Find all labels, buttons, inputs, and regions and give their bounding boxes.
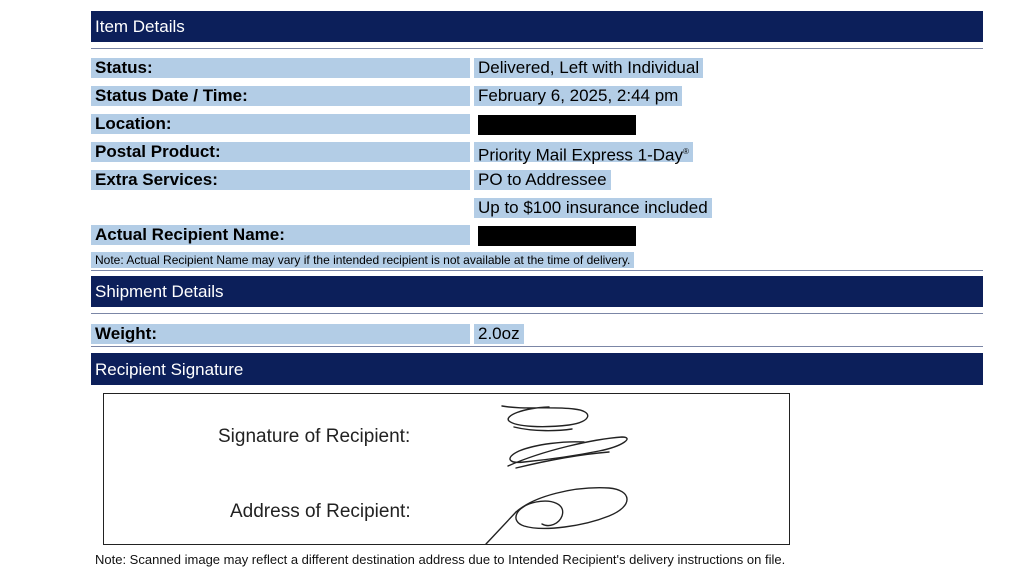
postal-product-text: Priority Mail Express 1-Day [478, 145, 683, 165]
extra-services-label: Extra Services: [91, 170, 470, 190]
postal-product-value [474, 142, 693, 165]
location-redaction [478, 115, 636, 135]
weight-label: Weight: [91, 324, 470, 344]
recipient-name-note: Note: Actual Recipient Name may vary if the intended recipient is not available at the time of delivery. [91, 252, 634, 268]
item-details-header: Item Details [91, 11, 983, 42]
status-value: Delivered, Left with Individual [474, 58, 703, 78]
divider [91, 48, 983, 49]
scanned-image-note: Note: Scanned image may reflect a different destination address due to Intended Recipient's delivery instructions on file. [95, 552, 786, 567]
signature-scan-box [103, 393, 790, 545]
address-label: Address of Recipient: [230, 501, 411, 522]
handwritten-signature-image [104, 394, 791, 546]
postal-product-label: Postal Product: [91, 142, 470, 162]
extra-services-value-2: Up to $100 insurance included [474, 198, 712, 218]
actual-recipient-label: Actual Recipient Name: [91, 225, 470, 245]
location-label: Location: [91, 114, 470, 134]
recipient-name-redaction [478, 226, 636, 246]
status-datetime-value: February 6, 2025, 2:44 pm [474, 86, 682, 106]
weight-value: 2.0oz [474, 324, 524, 344]
shipment-details-header: Shipment Details [91, 276, 983, 307]
extra-services-value-1: PO to Addressee [474, 170, 611, 190]
registered-mark: ® [683, 147, 689, 156]
recipient-signature-header: Recipient Signature [91, 353, 983, 385]
status-datetime-label: Status Date / Time: [91, 86, 470, 106]
status-label: Status: [91, 58, 470, 78]
divider [91, 270, 983, 271]
signature-label: Signature of Recipient: [218, 426, 411, 447]
divider [91, 346, 983, 347]
divider [91, 313, 983, 314]
